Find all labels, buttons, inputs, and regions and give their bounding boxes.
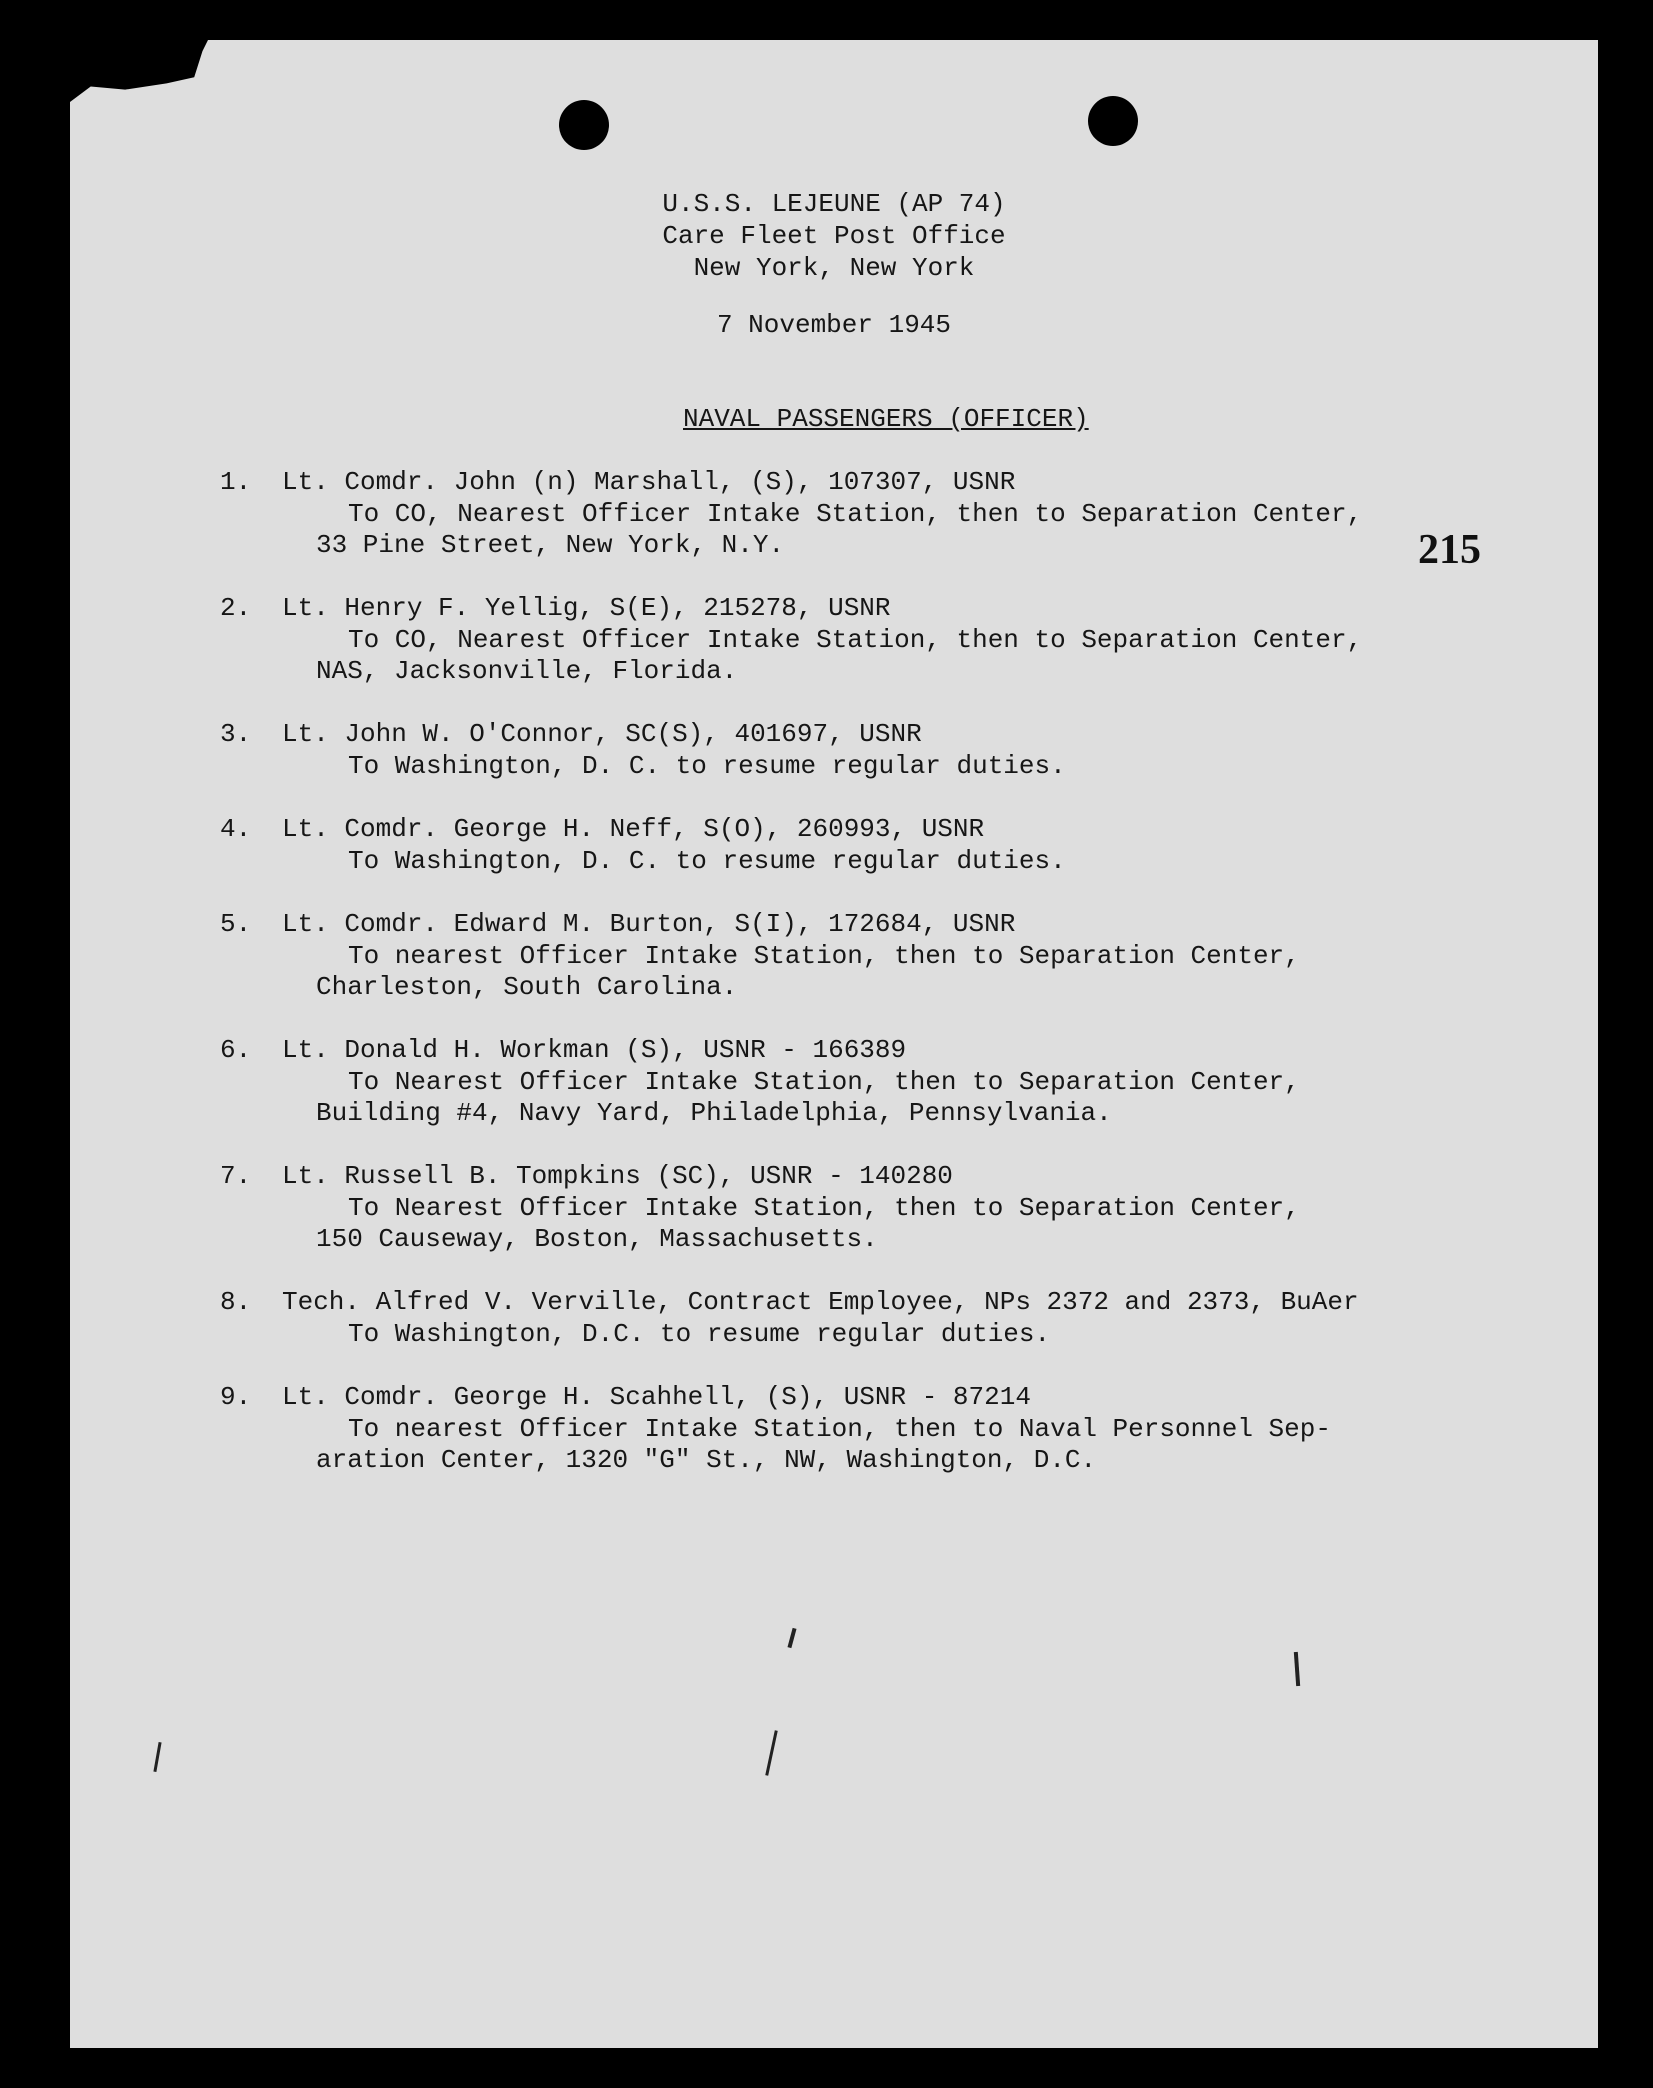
item-number: 4. [220, 814, 252, 844]
passenger-name: Lt. Henry F. Yellig, S(E), 215278, USNR [282, 593, 891, 623]
passenger-name: Lt. Comdr. John (n) Marshall, (S), 107307, USNR [282, 467, 1016, 497]
orders-line: To CO, Nearest Officer Intake Station, then to Separation Center, [348, 498, 1363, 529]
list-item [220, 1382, 1331, 1571]
letterhead-post-office: Care Fleet Post Office [662, 221, 1006, 251]
item-number: 3. [220, 719, 252, 749]
item-number: 6. [220, 1035, 252, 1065]
orders-continuation: Building #4, Navy Yard, Philadelphia, Pennsylvania. [316, 1098, 1112, 1128]
passenger-name: Tech. Alfred V. Verville, Contract Employee, NPs 2372 and 2373, BuAer [282, 1287, 1359, 1317]
item-number: 5. [220, 909, 252, 939]
orders-continuation: Charleston, South Carolina. [316, 972, 738, 1002]
orders-continuation: 150 Causeway, Boston, Massachusetts. [316, 1224, 878, 1254]
item-number: 8. [220, 1287, 252, 1317]
letterhead-ship: U.S.S. LEJEUNE (AP 74) [662, 189, 1006, 219]
orders-line: To Nearest Officer Intake Station, then to Separation Center, [348, 1066, 1300, 1097]
orders-line: To Washington, D. C. to resume regular duties. [348, 845, 1066, 876]
orders-continuation: NAS, Jacksonville, Florida. [316, 656, 738, 686]
item-number: 2. [220, 593, 252, 623]
orders-line: To CO, Nearest Officer Intake Station, then to Separation Center, [348, 624, 1363, 655]
orders-line: To Nearest Officer Intake Station, then to Separation Center, [348, 1192, 1300, 1223]
passenger-name: Lt. Comdr. Edward M. Burton, S(I), 172684, USNR [282, 909, 1016, 939]
ink-speck [1294, 1652, 1300, 1686]
ink-speck [153, 1742, 161, 1772]
passenger-name: Lt. Comdr. George H. Scahhell, (S), USNR - 87214 [282, 1382, 1031, 1412]
torn-corner [70, 40, 208, 102]
document-page [70, 40, 1598, 2048]
passenger-name: Lt. Russell B. Tompkins (SC), USNR - 140280 [282, 1161, 953, 1191]
orders-continuation: aration Center, 1320 "G" St., NW, Washington, D.C. [316, 1445, 1097, 1475]
punch-hole [559, 100, 609, 150]
orders-line: To Washington, D. C. to resume regular duties. [348, 750, 1066, 781]
item-number: 1. [220, 467, 252, 497]
letterhead [70, 188, 1598, 284]
page-number: 215 [1418, 527, 1481, 573]
orders-line: To Washington, D.C. to resume regular duties. [348, 1318, 1051, 1349]
document-date: 7 November 1945 [716, 310, 952, 340]
passenger-name: Lt. Comdr. George H. Neff, S(O), 260993, USNR [282, 814, 985, 844]
item-number: 9. [220, 1382, 252, 1412]
letterhead-city: New York, New York [693, 253, 975, 283]
punch-hole [1088, 96, 1138, 146]
orders-line: To nearest Officer Intake Station, then to Naval Personnel Sep- [348, 1413, 1331, 1444]
passenger-name: Lt. John W. O'Connor, SC(S), 401697, USNR [282, 719, 922, 749]
item-number: 7. [220, 1161, 252, 1191]
passenger-name: Lt. Donald H. Workman (S), USNR - 166389 [282, 1035, 907, 1065]
orders-continuation: 33 Pine Street, New York, N.Y. [316, 530, 785, 560]
ink-speck [787, 1628, 796, 1648]
section-title: NAVAL PASSENGERS (OFFICER) [683, 404, 1089, 434]
orders-line: To nearest Officer Intake Station, then to Separation Center, [348, 940, 1300, 971]
ink-speck [765, 1730, 777, 1776]
